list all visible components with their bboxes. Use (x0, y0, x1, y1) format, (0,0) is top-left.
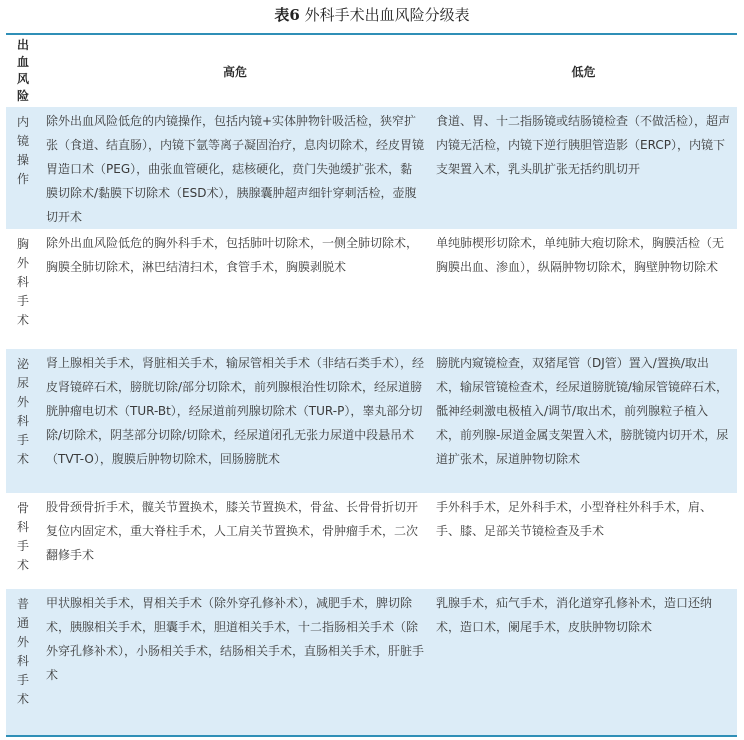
bleeding-risk-table (6, 35, 737, 735)
high-risk-cell: 除外出血风险低危的胸外科手术，包括肺叶切除术，一侧全肺切除术，胸膜全肺切除术，淋巴结清扫术，食管手术，胸膜剥脱术 (46, 236, 419, 274)
low-risk-cell: 食道、胃、十二指肠镜或结肠镜检查（不做活检），超声内镜无活检，内镜下逆行胰胆管造影（ERCP），内镜下支架置入术，乳头肌扩张无括约肌切开 (436, 114, 731, 176)
low-risk-cell: 手外科手术，足外科手术，小型脊柱外科手术，肩、手、膝、足部关节镜检查及手术 (436, 500, 713, 538)
header-category-label: 出血风险 (16, 38, 29, 103)
row-category-cell (6, 349, 40, 493)
high-risk-cell: 肾上腺相关手术，肾脏相关手术，输尿管相关手术（非结石类手术），经皮肾镜碎石术，膀胱切除/部分切除术，前列腺根治性切除术，经尿道膀胱肿瘤电切术（TUR-Bt），经尿道前列腺切除术（TUR-P），睾丸部分切除/切除术，阴茎部分切除/切除术，经尿道闭孔无张力尿道中段悬吊术（TVT-O），腹膜后肿物切除术，回肠膀胱术 (46, 356, 425, 466)
high-risk-cell: 股骨颈骨折手术，髋关节置换术，膝关节置换术，骨盆、长骨骨折切开复位内固定术，重大脊柱手术，人工肩关节置换术，骨肿瘤手术，二次翻修手术 (46, 500, 419, 562)
table-header-row (6, 35, 737, 107)
row-category-cell (6, 229, 40, 349)
header-low-risk: 低危 (571, 64, 596, 79)
row-category-label: 泌尿外科手术 (16, 357, 29, 466)
row-category-cell (6, 493, 40, 589)
row-category-label: 普通外科手术 (16, 597, 29, 706)
high-risk-cell: 除外出血风险低危的内镜操作，包括内镜+实体肿物针吸活检，狭窄扩张（食道、结直肠），内镜下氩等离子凝固治疗，息肉切除术，经皮胃镜胃造口术（PEG），曲张血管硬化，痣核硬化，贲门失弛缓扩张术，黏膜切除术/黏膜下切除术（ESD术），胰腺囊肿超声细针穿刺活检，壶腹切开术 (46, 114, 425, 224)
low-risk-cell: 膀胱内窥镜检查，双猪尾管（DJ管）置入/置换/取出术，输尿管镜检查术，经尿道膀胱镜/输尿管镜碎石术，骶神经刺激电极植入/调节/取出术，前列腺粒子植入术，前列腺-尿道金属支架置入术，膀胱镜内切开术，尿道扩张术，尿道肿物切除术 (436, 356, 729, 466)
row-category-label: 内镜操作 (16, 115, 29, 186)
low-risk-cell: 单纯肺楔形切除术，单纯肺大疱切除术，胸膜活检（无胸膜出血、渗血），纵隔肿物切除术，胸壁肿物切除术 (436, 236, 725, 274)
table-row (6, 349, 737, 493)
table-row (6, 589, 737, 735)
table-title (0, 4, 744, 30)
table-number: 表6 (274, 6, 300, 24)
bottom-rule (6, 735, 737, 737)
row-category-cell (6, 589, 40, 735)
table-row (6, 107, 737, 229)
row-category-label: 胸外科手术 (16, 237, 29, 327)
row-category-label: 骨科手术 (16, 501, 29, 572)
low-risk-cell: 乳腺手术，疝气手术，消化道穿孔修补术，造口还纳术，造口术，阑尾手术，皮肤肿物切除术 (436, 596, 713, 634)
table-row (6, 229, 737, 349)
header-category (6, 35, 40, 107)
row-category-cell (6, 107, 40, 229)
header-high-risk: 高危 (222, 64, 247, 79)
table-title-text: 外科手术出血风险分级表 (304, 6, 470, 24)
table-row (6, 493, 737, 589)
high-risk-cell: 甲状腺相关手术，胃相关手术（除外穿孔修补术），减肥手术，脾切除术，胰腺相关手术，胆囊手术，胆道相关手术，十二指肠相关手术（除外穿孔修补术），小肠相关手术，结肠相关手术，直肠相关手术，肝脏手术 (46, 596, 425, 682)
